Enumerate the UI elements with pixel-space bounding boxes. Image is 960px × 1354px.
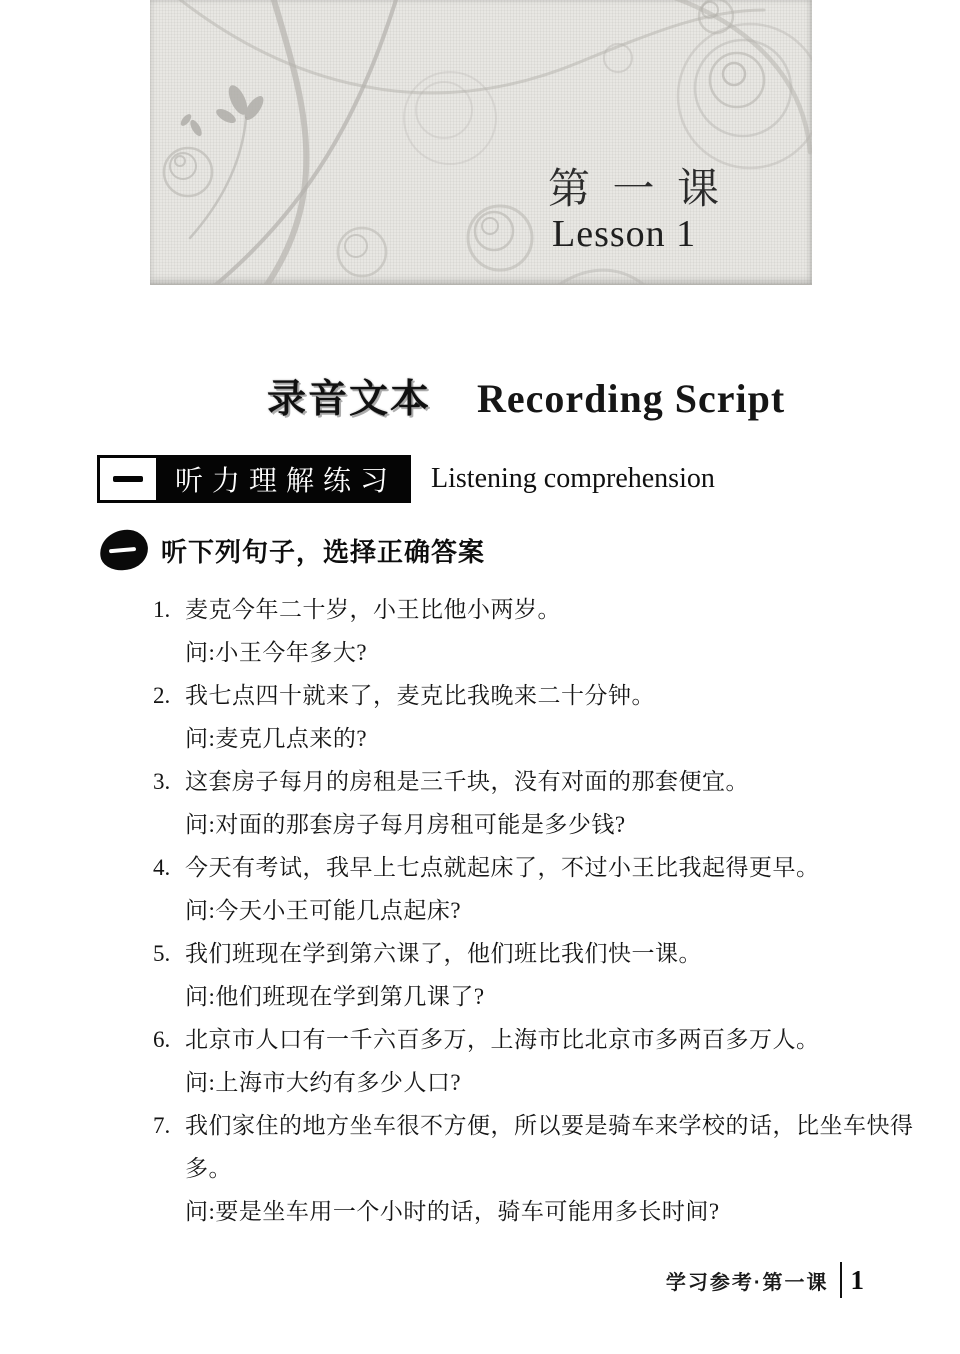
lesson-title-en: Lesson 1 [552,213,697,255]
page-number: 1 [850,1264,864,1295]
item-number: 5. [153,941,171,966]
exercise-marker-blob [98,528,149,572]
page-footer [666,1262,864,1298]
page-title-en: Recording Script [477,376,786,421]
item-question: 问:今天小王可能几点起床? [185,898,462,923]
exercise-heading [100,530,485,570]
footer-divider [840,1262,842,1298]
section-title-en: Listening comprehension [431,463,715,494]
section-title-zh: 听力理解练习 [175,466,398,497]
item-sentence: 今天有考试，我早上七点就起床了，不过小王比我起得更早。 [185,855,820,880]
item-question: 问:要是坐车用一个小时的话，骑车可能用多长时间? [185,1199,720,1224]
list-item-3 [0,760,923,846]
item-number: 2. [153,683,171,708]
listening-items [0,588,930,1233]
list-item-7 [0,1104,923,1233]
lesson-banner [150,0,812,285]
item-question: 问:上海市大约有多少人口? [185,1070,462,1095]
item-sentence: 我七点四十就来了，麦克比我晚来二十分钟。 [185,683,655,708]
item-sentence: 这套房子每月的房租是三千块，没有对面的那套便宜。 [185,769,749,794]
section-number-box [97,455,159,503]
page-title-zh: 录音文本 [267,378,432,421]
floral-swirl-decoration [150,0,812,284]
page-title [267,368,785,424]
item-number: 1. [153,597,171,622]
item-sentence: 北京市人口有一千六百多万，上海市比北京市多两百多万人。 [185,1027,820,1052]
section-bar [97,455,411,503]
item-question: 问:对面的那套房子每月房租可能是多少钱? [185,812,626,837]
item-question: 问:他们班现在学到第几课了? [185,984,485,1009]
item-number: 3. [153,769,171,794]
item-question: 问:麦克几点来的? [185,726,368,751]
item-number: 7. [153,1113,171,1138]
footer-reference: 学习参考·第一课 [665,1271,829,1294]
item-sentence: 麦克今年二十岁，小王比他小两岁。 [185,597,561,622]
item-sentence: 我们班现在学到第六课了，他们班比我们快一课。 [185,941,702,966]
lesson-title-zh: 第 一 课 [548,167,726,213]
item-number: 6. [153,1027,171,1052]
flower-decoration [179,83,267,138]
item-number: 4. [153,855,171,880]
item-sentence: 我们家住的地方坐车很不方便，所以要是骑车来学校的话，比坐车快得多。 [185,1113,914,1181]
list-item-4 [0,846,923,932]
list-item-6 [0,1018,923,1104]
list-item-1 [0,588,923,674]
item-question: 问:小王今年多大? [185,640,368,665]
exercise-instruction: 听下列句子，选择正确答案 [161,536,486,567]
dash-icon [109,547,136,553]
section-heading [97,455,715,503]
list-item-5 [0,932,923,1018]
list-item-2 [0,674,923,760]
dash-icon [113,476,143,482]
